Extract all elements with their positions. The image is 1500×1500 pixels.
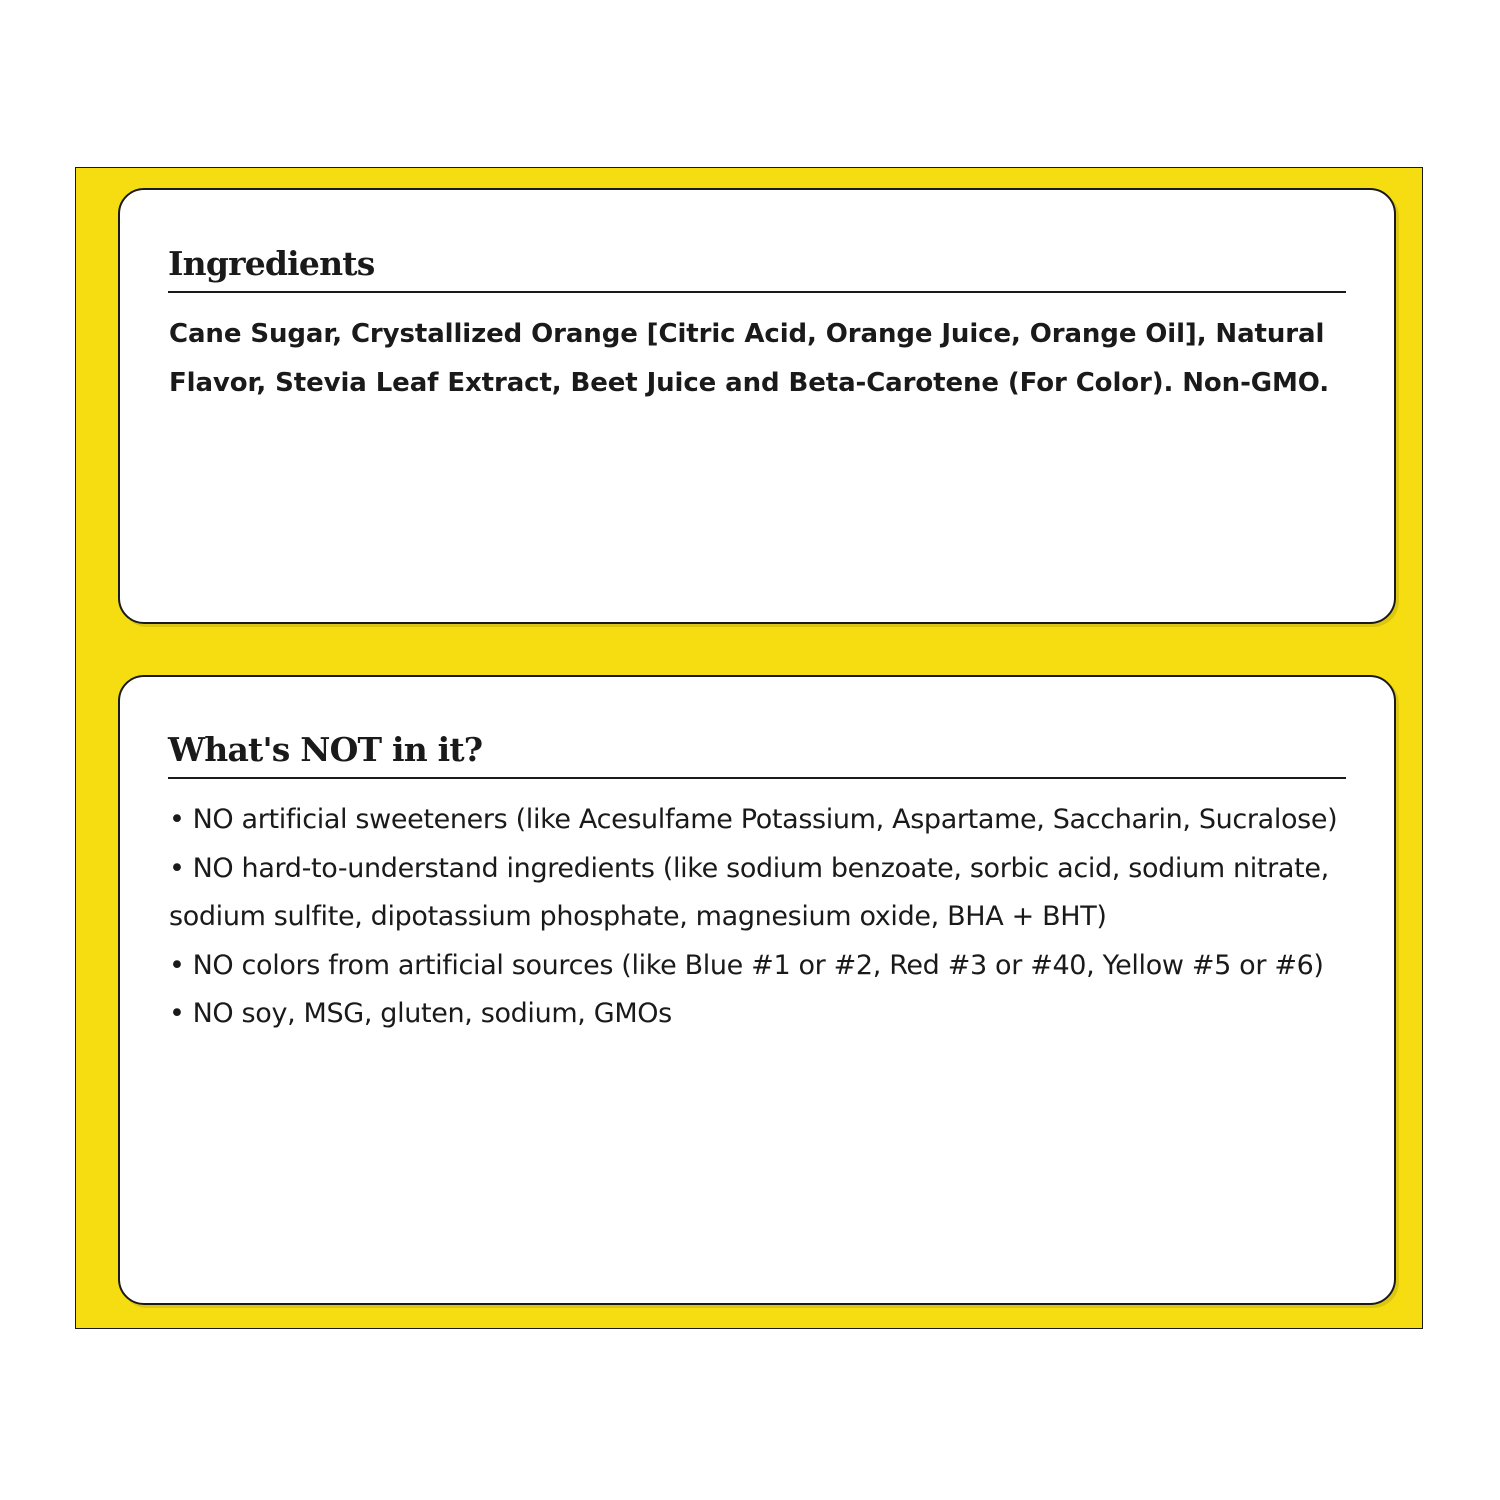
- list-item-text: NO soy, MSG, gluten, sodium, GMOs: [192, 998, 672, 1029]
- list-item: [169, 845, 1354, 942]
- ingredients-text: Cane Sugar, Crystallized Orange [Citric Acid, Orange Juice, Orange Oil], Natural Flavor, Stevia Leaf Extract, Beet Juice and Beta-Carotene (For Color). Non-GMO.: [169, 319, 1329, 398]
- bullet-icon: •: [169, 998, 185, 1029]
- bullet-icon: •: [169, 949, 185, 981]
- not-in-it-divider: [168, 777, 1346, 779]
- ingredients-card: [118, 188, 1396, 624]
- not-in-it-list: [169, 796, 1354, 1039]
- list-item: [169, 942, 1354, 991]
- list-item: [169, 796, 1354, 845]
- bullet-icon: •: [169, 852, 185, 884]
- not-in-it-card: [118, 675, 1396, 1305]
- yellow-frame: [75, 167, 1423, 1329]
- list-item: [169, 990, 1354, 1039]
- list-item-text: NO artificial sweeteners (like Acesulfame Potassium, Aspartame, Saccharin, Sucralose): [192, 804, 1338, 835]
- ingredients-title: Ingredients: [168, 244, 375, 283]
- not-in-it-title: What's NOT in it?: [168, 730, 483, 769]
- bullet-icon: •: [169, 804, 185, 835]
- ingredients-divider: [168, 291, 1346, 293]
- list-item-text: NO hard-to-understand ingredients (like sodium benzoate, sorbic acid, sodium nitrate, sodium sulfite, dipotassium phosphate, magnesium oxide, BHA + BHT): [169, 852, 1329, 932]
- list-item-text: NO colors from artificial sources (like Blue #1 or #2, Red #3 or #40, Yellow #5 or #6): [192, 949, 1324, 981]
